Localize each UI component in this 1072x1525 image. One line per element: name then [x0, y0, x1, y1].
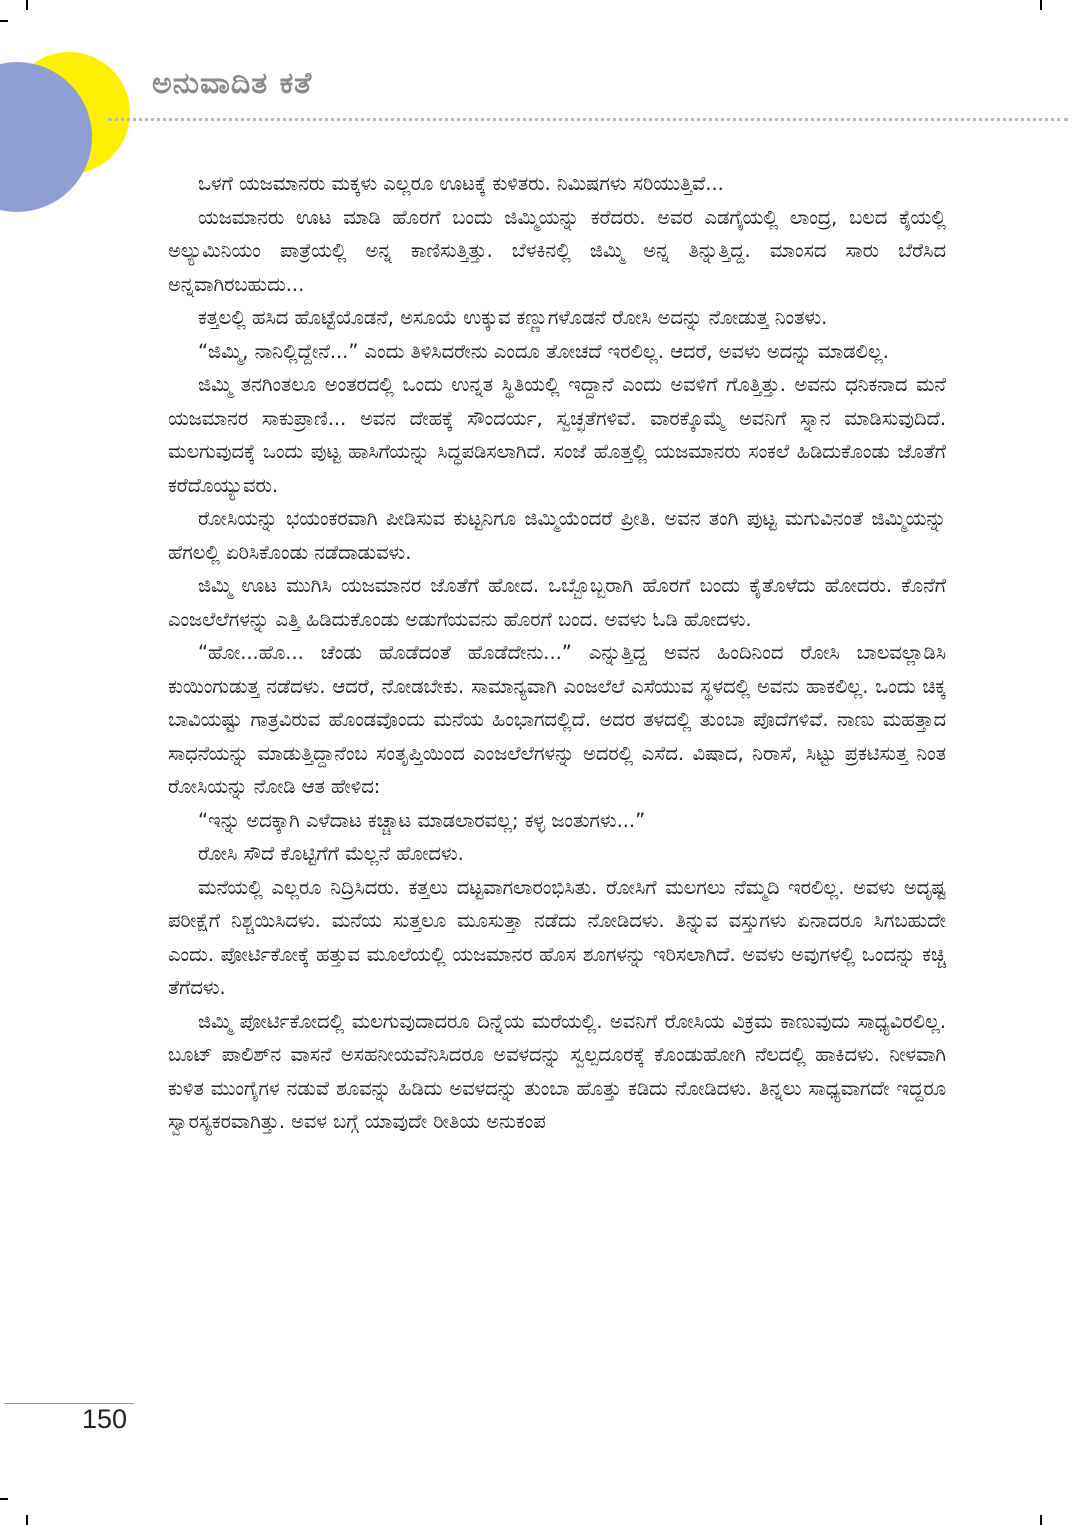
- paragraph: ಜಿಮ್ಮಿ ಪೋರ್ಟಿಕೋದಲ್ಲಿ ಮಲಗುವುದಾದರೂ ದಿನ್ನೆಯ ಮರೆಯಲ್ಲಿ. ಅವನಿಗೆ ರೋಸಿಯ ವಿಕ್ರಮ ಕಾಣುವುದು ಸಾಧ್ಯವಿರಲಿಲ್ಲ. ಬೂಟ್ ಪಾಲಿಶ್‌ನ ವಾಸನೆ ಅಸಹನೀಯವೆನಿಸಿದರೂ ಅವಳದನ್ನು ಸ್ವಲ್ಪದೂರಕ್ಕೆ ಕೊಂಡುಹೋಗಿ ನೆಲದಲ್ಲಿ ಹಾಕಿದಳು. ನೀಳವಾಗಿ ಕುಳಿತ ಮುಂಗೈಗಳ ನಡುವೆ ಶೂವನ್ನು ಹಿಡಿದು ಅವಳದನ್ನು ತುಂಬಾ ಹೊತ್ತು ಕಡಿದು ನೋಡಿದಳು. ತಿನ್ನಲು ಸಾಧ್ಯವಾಗದೇ ಇದ್ದರೂ ಸ್ವಾರಸ್ಯಕರವಾಗಿತ್ತು. ಅವಳ ಬಗ್ಗೆ ಯಾವುದೇ ರೀತಿಯ ಅನುಕಂಪ: [168, 1009, 946, 1133]
- header-dotted-rule: [108, 118, 1068, 121]
- crop-mark-bottom-left: [26, 1515, 28, 1525]
- crop-mark-top-right: [1040, 0, 1042, 10]
- paragraph: “ಹೋ...ಹೊ... ಚೆಂಡು ಹೊಡೆದಂತೆ ಹೊಡೆದೇನು...” ಎನ್ನುತ್ತಿದ್ದ ಅವನ ಹಿಂದಿನಿಂದ ರೋಸಿ ಬಾಲವಲ್ಲಾಡಿಸಿ ಕುಯಿಂಗುಡುತ್ತ ನಡೆದಳು. ಆದರೆ, ನೋಡಬೇಕು. ಸಾಮಾನ್ಯವಾಗಿ ಎಂಜಲೆಲೆ ಎಸೆಯುವ ಸ್ಥಳದಲ್ಲಿ ಅವನು ಹಾಕಲಿಲ್ಲ. ಒಂದು ಚಿಕ್ಕ ಬಾವಿಯಷ್ಟು ಗಾತ್ರವಿರುವ ಹೊಂಡವೊಂದು ಮನೆಯ ಹಿಂಭಾಗದಲ್ಲಿದೆ. ಅದರ ತಳದಲ್ಲಿ ತುಂಬಾ ಪೊದೆಗಳಿವೆ. ನಾಣು ಮಹತ್ತಾದ ಸಾಧನೆಯನ್ನು ಮಾಡುತ್ತಿದ್ದಾನೆಂಬ ಸಂತೃಪ್ತಿಯಿಂದ ಎಂಜಲೆಲೆಗಳನ್ನು ಅದರಲ್ಲಿ ಎಸೆದ. ವಿಷಾದ, ನಿರಾಸೆ, ಸಿಟ್ಟು ಪ್ರಕಟಿಸುತ್ತ ನಿಂತ ರೋಸಿಯನ್ನು ನೋಡಿ ಆತ ಹೇಳಿದ:: [168, 641, 946, 798]
- crop-mark-left-top: [0, 20, 8, 22]
- paragraph: ಜಿಮ್ಮಿ ಊಟ ಮುಗಿಸಿ ಯಜಮಾನರ ಜೊತೆಗೆ ಹೋದ. ಒಬ್ಬೊಬ್ಬರಾಗಿ ಹೊರಗೆ ಬಂದು ಕೈತೊಳೆದು ಹೋದರು. ಕೊನೆಗೆ ಎಂಜಲೆಲೆಗಳನ್ನು ಎತ್ತಿ ಹಿಡಿದುಕೊಂಡು ಅಡುಗೆಯವನು ಹೊರಗೆ ಬಂದ. ಅವಳು ಓಡಿ ಹೋದಳು.: [168, 574, 946, 631]
- paragraph: ರೋಸಿ ಸೌದೆ ಕೊಟ್ಟಿಗೆಗೆ ಮೆಲ್ಲನೆ ಹೋದಳು.: [198, 842, 464, 865]
- crop-mark-top-left: [26, 0, 28, 10]
- paragraph: ಯಜಮಾನರು ಊಟ ಮಾಡಿ ಹೊರಗೆ ಬಂದು ಜಿಮ್ಮಿಯನ್ನು ಕರೆದರು. ಅವರ ಎಡಗೈಯಲ್ಲಿ ಲಾಂದ್ರ, ಬಲದ ಕೈಯಲ್ಲಿ ಅಲ್ಯುಮಿನಿಯಂ ಪಾತ್ರೆಯಲ್ಲಿ ಅನ್ನ ಕಾಣಿಸುತ್ತಿತ್ತು. ಬೆಳಕಿನಲ್ಲಿ ಜಿಮ್ಮಿ ಅನ್ನ ತಿನ್ನುತ್ತಿದ್ದ. ಮಾಂಸದ ಸಾರು ಬೆರೆಸಿದ ಅನ್ನವಾಗಿರಬಹುದು...: [168, 205, 946, 296]
- paragraph: ಒಳಗೆ ಯಜಮಾನರು ಮಕ್ಕಳು ಎಲ್ಲರೂ ಊಟಕ್ಕೆ ಕುಳಿತರು. ನಿಮಿಷಗಳು ಸರಿಯುತ್ತಿವೆ...: [198, 172, 724, 195]
- paragraph: ರೋಸಿಯನ್ನು ಭಯಂಕರವಾಗಿ ಪೀಡಿಸುವ ಕುಟ್ಟನಿಗೂ ಜಿಮ್ಮಿಯೆಂದರೆ ಪ್ರೀತಿ. ಅವನ ತಂಗಿ ಪುಟ್ಟ ಮಗುವಿನಂತೆ ಜಿಮ್ಮಿಯನ್ನು ಹೆಗಲಲ್ಲಿ ಏರಿಸಿಕೊಂಡು ನಡೆದಾಡುವಳು.: [168, 507, 946, 564]
- paragraph: “ಜಿಮ್ಮಿ, ನಾನಿಲ್ಲಿದ್ದೇನೆ...” ಎಂದು ತಿಳಿಸಿದರೇನು ಎಂದೂ ತೋಚದೆ ಇರಲಿಲ್ಲ. ಆದರೆ, ಅವಳು ಅದನ್ನು ಮಾಡಲಿಲ್ಲ.: [198, 339, 889, 363]
- crop-mark-bottom-right: [1040, 1515, 1042, 1525]
- story-body: [168, 167, 946, 1139]
- paragraph: “ಇನ್ನು ಅದಕ್ಕಾಗಿ ಎಳೆದಾಟ ಕಚ್ಚಾಟ ಮಾಡಲಾರವಲ್ಲ; ಕಳ್ಳ ಜಂತುಗಳು...”: [198, 808, 646, 832]
- section-header-title: ಅನುವಾದಿತ ಕತೆ: [152, 66, 313, 101]
- paragraph: ಮನೆಯಲ್ಲಿ ಎಲ್ಲರೂ ನಿದ್ರಿಸಿದರು. ಕತ್ತಲು ದಟ್ಟವಾಗಲಾರಂಭಿಸಿತು. ರೋಸಿಗೆ ಮಲಗಲು ನೆಮ್ಮದಿ ಇರಲಿಲ್ಲ. ಅವಳು ಅದೃಷ್ಟ ಪರೀಕ್ಷೆಗೆ ನಿಶ್ಚಯಿಸಿದಳು. ಮನೆಯ ಸುತ್ತಲೂ ಮೂಸುತ್ತಾ ನಡೆದು ನೋಡಿದಳು. ತಿನ್ನುವ ವಸ್ತುಗಳು ಏನಾದರೂ ಸಿಗಬಹುದೇ ಎಂದು. ಪೋರ್ಟಿಕೋಕ್ಕೆ ಹತ್ತುವ ಮೂಲೆಯಲ್ಲಿ ಯಜಮಾನರ ಹೊಸ ಶೂಗಳನ್ನು ಇರಿಸಲಾಗಿದೆ. ಅವಳು ಅವುಗಳಲ್ಲಿ ಒಂದನ್ನು ಕಚ್ಚಿ ತೆಗೆದಳು.: [168, 875, 946, 999]
- crop-mark-left-bottom: [0, 1498, 8, 1500]
- paragraph: ಜಿಮ್ಮಿ ತನಗಿಂತಲೂ ಅಂತರದಲ್ಲಿ ಒಂದು ಉನ್ನತ ಸ್ಥಿತಿಯಲ್ಲಿ ಇದ್ದಾನೆ ಎಂದು ಅವಳಿಗೆ ಗೊತ್ತಿತ್ತು. ಅವನು ಧನಿಕನಾದ ಮನೆ ಯಜಮಾನರ ಸಾಕುಪ್ರಾಣಿ... ಅವನ ದೇಹಕ್ಕೆ ಸೌಂದರ್ಯ, ಸ್ವಚ್ಛತೆಗಳಿವೆ. ವಾರಕ್ಕೊಮ್ಮೆ ಅವನಿಗೆ ಸ್ನಾನ ಮಾಡಿಸುವುದಿದೆ. ಮಲಗುವುದಕ್ಕೆ ಒಂದು ಪುಟ್ಟ ಹಾಸಿಗೆಯನ್ನು ಸಿದ್ಧಪಡಿಸಲಾಗಿದೆ. ಸಂಜೆ ಹೊತ್ತಲ್ಲಿ ಯಜಮಾನರು ಸಂಕಲೆ ಹಿಡಿದುಕೊಂಡು ಜೊತೆಗೆ ಕರೆದೊಯ್ಯುವರು.: [168, 373, 946, 497]
- page-number: 150: [82, 1404, 128, 1434]
- paragraph: ಕತ್ತಲಲ್ಲಿ ಹಸಿದ ಹೊಟ್ಟೆಯೊಡನೆ, ಅಸೂಯೆ ಉಕ್ಕುವ ಕಣ್ಣುಗಳೊಡನೆ ರೋಸಿ ಅದನ್ನು ನೋಡುತ್ತ ನಿಂತಳು.: [198, 306, 828, 329]
